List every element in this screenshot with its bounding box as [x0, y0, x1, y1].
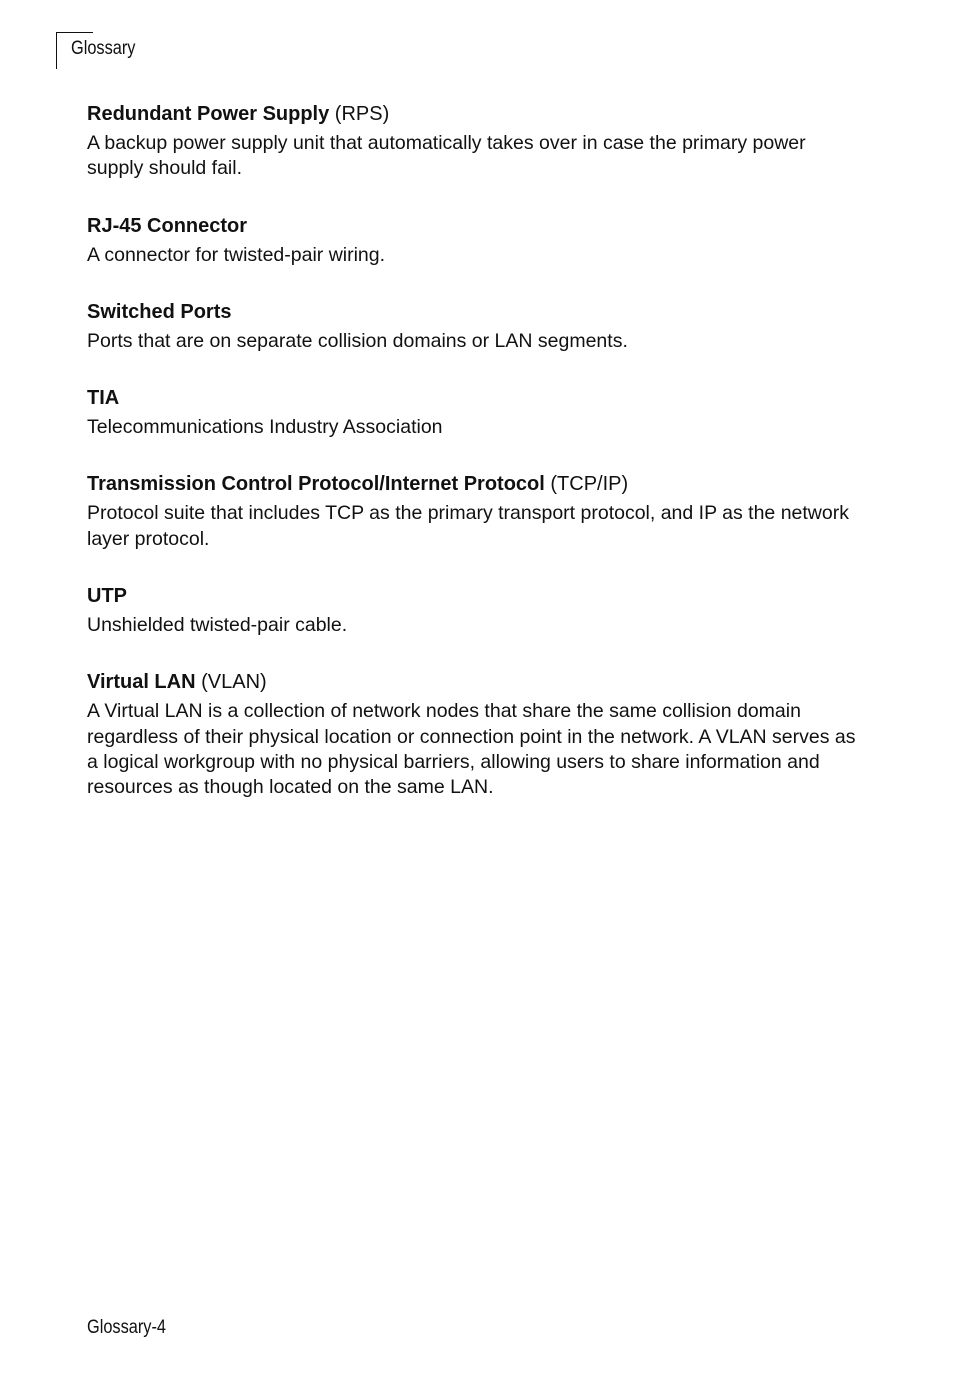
glossary-entry — [87, 471, 857, 552]
term-definition: Telecommunications Industry Association — [87, 416, 443, 439]
term-abbreviation: (RPS) — [329, 103, 390, 125]
term-definition: A connector for twisted-pair wiring. — [87, 243, 386, 266]
page-number: Glossary-4 — [87, 1317, 166, 1338]
glossary-term — [87, 385, 857, 411]
term-abbreviation: (VLAN) — [195, 671, 267, 694]
glossary-entry — [87, 213, 857, 268]
term-name: RJ-45 Connector — [87, 214, 248, 237]
term-name: TIA — [87, 387, 120, 410]
term-abbreviation: (TCP/IP) — [544, 473, 629, 496]
glossary-term — [87, 471, 857, 497]
glossary-term — [87, 583, 857, 609]
term-definition: Protocol suite that includes TCP as the primary transport protocol, and IP as the network layer protocol. — [87, 502, 849, 550]
glossary-term — [87, 299, 857, 325]
term-name: Transmission Control Protocol/Internet Protocol — [87, 473, 545, 496]
glossary-term — [87, 213, 857, 239]
glossary-entry — [87, 385, 857, 440]
glossary-entry — [87, 299, 857, 354]
glossary-entry — [87, 583, 857, 638]
term-name: Virtual LAN — [87, 671, 196, 694]
term-definition: A backup power supply unit that automatically takes over in case the primary power supply should fail. — [87, 132, 806, 180]
term-name: Switched Ports — [87, 300, 232, 323]
glossary-entry — [87, 669, 857, 800]
glossary-entry — [87, 101, 857, 182]
term-definition: A Virtual LAN is a collection of network nodes that share the same collision domain regardless of their physical location or connection point in the network. A VLAN serves as a logical workgroup with no physical barriers, allowing users to share information and resources as though located on the same LAN. — [87, 700, 856, 799]
term-name: Redundant Power Supply — [87, 103, 330, 125]
term-definition: Ports that are on separate collision domains or LAN segments. — [87, 329, 628, 352]
term-name: UTP — [87, 585, 127, 608]
glossary-entries — [87, 101, 857, 832]
glossary-term — [87, 101, 857, 127]
glossary-term — [87, 669, 857, 695]
term-definition: Unshielded twisted-pair cable. — [87, 614, 348, 637]
running-header: Glossary — [71, 38, 136, 59]
